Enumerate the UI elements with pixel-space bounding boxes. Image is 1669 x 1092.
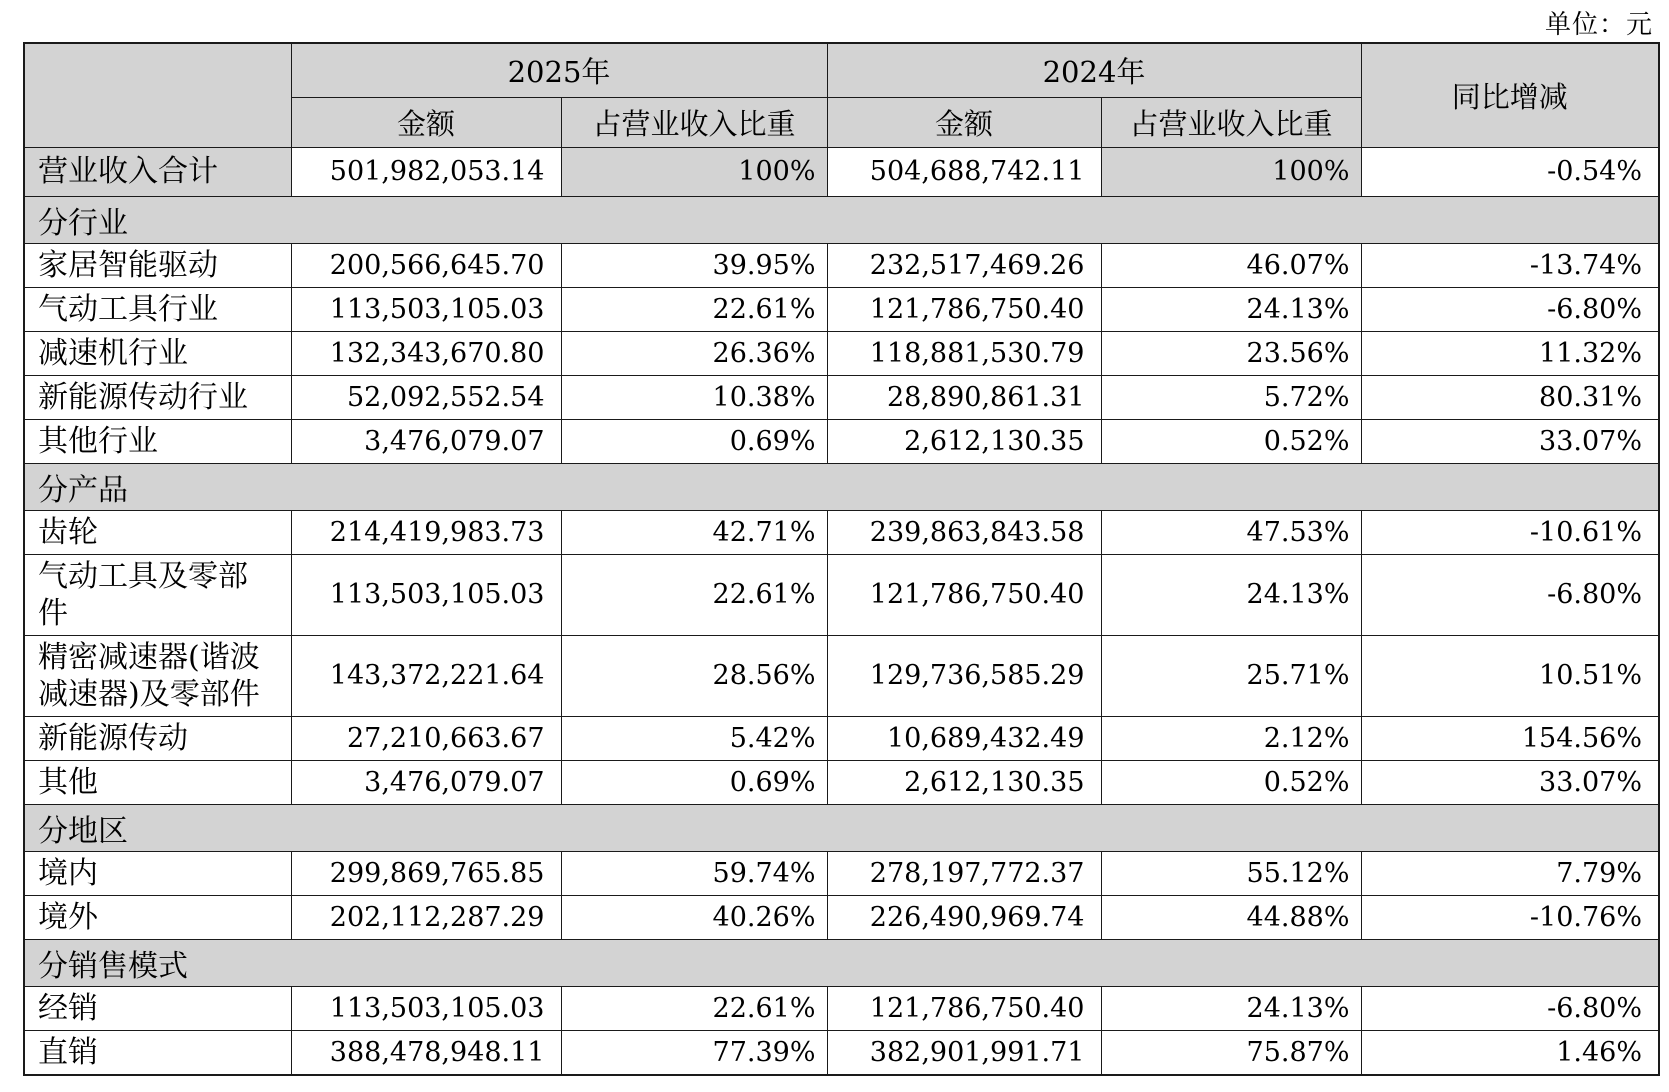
yoy-change: 10.51% [1361, 635, 1659, 716]
row-label: 直销 [24, 1030, 291, 1075]
ratio-2025: 22.61% [561, 554, 827, 635]
amount-2024: 129,736,585.29 [827, 635, 1101, 716]
table-row [24, 635, 1659, 716]
ratio-2024: 23.56% [1101, 331, 1361, 375]
ratio-2025: 22.61% [561, 287, 827, 331]
yoy-change: -6.80% [1361, 287, 1659, 331]
row-label: 营业收入合计 [24, 147, 291, 196]
row-label: 其他 [24, 760, 291, 804]
yoy-change: -10.76% [1361, 895, 1659, 939]
row-label: 减速机行业 [24, 331, 291, 375]
row-label: 其他行业 [24, 419, 291, 463]
ratio-2025: 42.71% [561, 510, 827, 554]
section-label: 分地区 [24, 804, 1659, 851]
yoy-change: -6.80% [1361, 986, 1659, 1030]
ratio-2024: 44.88% [1101, 895, 1361, 939]
amount-2024: 118,881,530.79 [827, 331, 1101, 375]
table-row [24, 895, 1659, 939]
section-row [24, 463, 1659, 510]
yoy-change: 33.07% [1361, 419, 1659, 463]
amount-2025: 113,503,105.03 [291, 287, 561, 331]
table-row [24, 287, 1659, 331]
table-row [24, 419, 1659, 463]
amount-2024: 382,901,991.71 [827, 1030, 1101, 1075]
ratio-2024: 55.12% [1101, 851, 1361, 895]
yoy-change: -13.74% [1361, 243, 1659, 287]
ratio-2025: 28.56% [561, 635, 827, 716]
amount-2025: 3,476,079.07 [291, 419, 561, 463]
row-label: 境外 [24, 895, 291, 939]
table-row [24, 331, 1659, 375]
header-yoy: 同比增减 [1361, 43, 1659, 147]
amount-2024: 28,890,861.31 [827, 375, 1101, 419]
revenue-breakdown-table [23, 42, 1660, 1076]
yoy-change: -6.80% [1361, 554, 1659, 635]
ratio-2024: 24.13% [1101, 554, 1361, 635]
amount-2024: 239,863,843.58 [827, 510, 1101, 554]
table-row [24, 851, 1659, 895]
row-label: 气动工具行业 [24, 287, 291, 331]
section-row [24, 804, 1659, 851]
section-row [24, 196, 1659, 243]
row-label: 精密减速器(谐波减速器)及零部件 [24, 635, 291, 716]
amount-2024: 2,612,130.35 [827, 760, 1101, 804]
ratio-2025: 5.42% [561, 716, 827, 760]
amount-2025: 200,566,645.70 [291, 243, 561, 287]
yoy-change: 11.32% [1361, 331, 1659, 375]
table-row [24, 716, 1659, 760]
table-row [24, 510, 1659, 554]
ratio-2024: 25.71% [1101, 635, 1361, 716]
amount-2024: 232,517,469.26 [827, 243, 1101, 287]
header-year-2025: 2025年 [291, 43, 827, 97]
header-amount-2024: 金额 [827, 97, 1101, 147]
table-row [24, 554, 1659, 635]
table-body [24, 147, 1659, 1075]
unit-label: 单位：元 [1544, 10, 1653, 40]
ratio-2025: 77.39% [561, 1030, 827, 1075]
amount-2025: 388,478,948.11 [291, 1030, 561, 1075]
section-label: 分销售模式 [24, 939, 1659, 986]
section-row [24, 939, 1659, 986]
table-row [24, 147, 1659, 196]
row-label: 新能源传动行业 [24, 375, 291, 419]
ratio-2025: 10.38% [561, 375, 827, 419]
section-label: 分产品 [24, 463, 1659, 510]
amount-2025: 202,112,287.29 [291, 895, 561, 939]
ratio-2024: 46.07% [1101, 243, 1361, 287]
header-ratio-2024: 占营业收入比重 [1101, 97, 1361, 147]
amount-2025: 214,419,983.73 [291, 510, 561, 554]
yoy-change: 1.46% [1361, 1030, 1659, 1075]
amount-2024: 2,612,130.35 [827, 419, 1101, 463]
amount-2024: 121,786,750.40 [827, 986, 1101, 1030]
yoy-change: 80.31% [1361, 375, 1659, 419]
amount-2025: 132,343,670.80 [291, 331, 561, 375]
row-label: 新能源传动 [24, 716, 291, 760]
table-header [24, 43, 1659, 147]
header-amount-2025: 金额 [291, 97, 561, 147]
ratio-2025: 39.95% [561, 243, 827, 287]
ratio-2024: 24.13% [1101, 287, 1361, 331]
ratio-2024: 24.13% [1101, 986, 1361, 1030]
ratio-2025: 22.61% [561, 986, 827, 1030]
amount-2024: 278,197,772.37 [827, 851, 1101, 895]
header-year-2024: 2024年 [827, 43, 1361, 97]
row-label: 齿轮 [24, 510, 291, 554]
ratio-2025: 40.26% [561, 895, 827, 939]
table-row [24, 1030, 1659, 1075]
yoy-change: 7.79% [1361, 851, 1659, 895]
table-row [24, 760, 1659, 804]
table-row [24, 243, 1659, 287]
ratio-2025: 0.69% [561, 760, 827, 804]
table-row [24, 375, 1659, 419]
row-label: 境内 [24, 851, 291, 895]
yoy-change: 33.07% [1361, 760, 1659, 804]
amount-2025: 299,869,765.85 [291, 851, 561, 895]
section-label: 分行业 [24, 196, 1659, 243]
ratio-2024: 2.12% [1101, 716, 1361, 760]
ratio-2025: 0.69% [561, 419, 827, 463]
amount-2024: 10,689,432.49 [827, 716, 1101, 760]
ratio-2024: 100% [1101, 147, 1361, 196]
yoy-change: -0.54% [1361, 147, 1659, 196]
header-row-label-blank [24, 43, 291, 147]
row-label: 气动工具及零部件 [24, 554, 291, 635]
amount-2024: 226,490,969.74 [827, 895, 1101, 939]
ratio-2024: 5.72% [1101, 375, 1361, 419]
header-ratio-2025: 占营业收入比重 [561, 97, 827, 147]
ratio-2024: 0.52% [1101, 419, 1361, 463]
amount-2025: 143,372,221.64 [291, 635, 561, 716]
amount-2025: 113,503,105.03 [291, 986, 561, 1030]
ratio-2024: 0.52% [1101, 760, 1361, 804]
row-label: 经销 [24, 986, 291, 1030]
amount-2024: 504,688,742.11 [827, 147, 1101, 196]
amount-2025: 113,503,105.03 [291, 554, 561, 635]
ratio-2025: 59.74% [561, 851, 827, 895]
ratio-2024: 75.87% [1101, 1030, 1361, 1075]
ratio-2024: 47.53% [1101, 510, 1361, 554]
table-row [24, 986, 1659, 1030]
amount-2025: 3,476,079.07 [291, 760, 561, 804]
amount-2025: 27,210,663.67 [291, 716, 561, 760]
amount-2025: 52,092,552.54 [291, 375, 561, 419]
ratio-2025: 100% [561, 147, 827, 196]
yoy-change: 154.56% [1361, 716, 1659, 760]
amount-2024: 121,786,750.40 [827, 287, 1101, 331]
row-label: 家居智能驱动 [24, 243, 291, 287]
ratio-2025: 26.36% [561, 331, 827, 375]
amount-2024: 121,786,750.40 [827, 554, 1101, 635]
yoy-change: -10.61% [1361, 510, 1659, 554]
amount-2025: 501,982,053.14 [291, 147, 561, 196]
